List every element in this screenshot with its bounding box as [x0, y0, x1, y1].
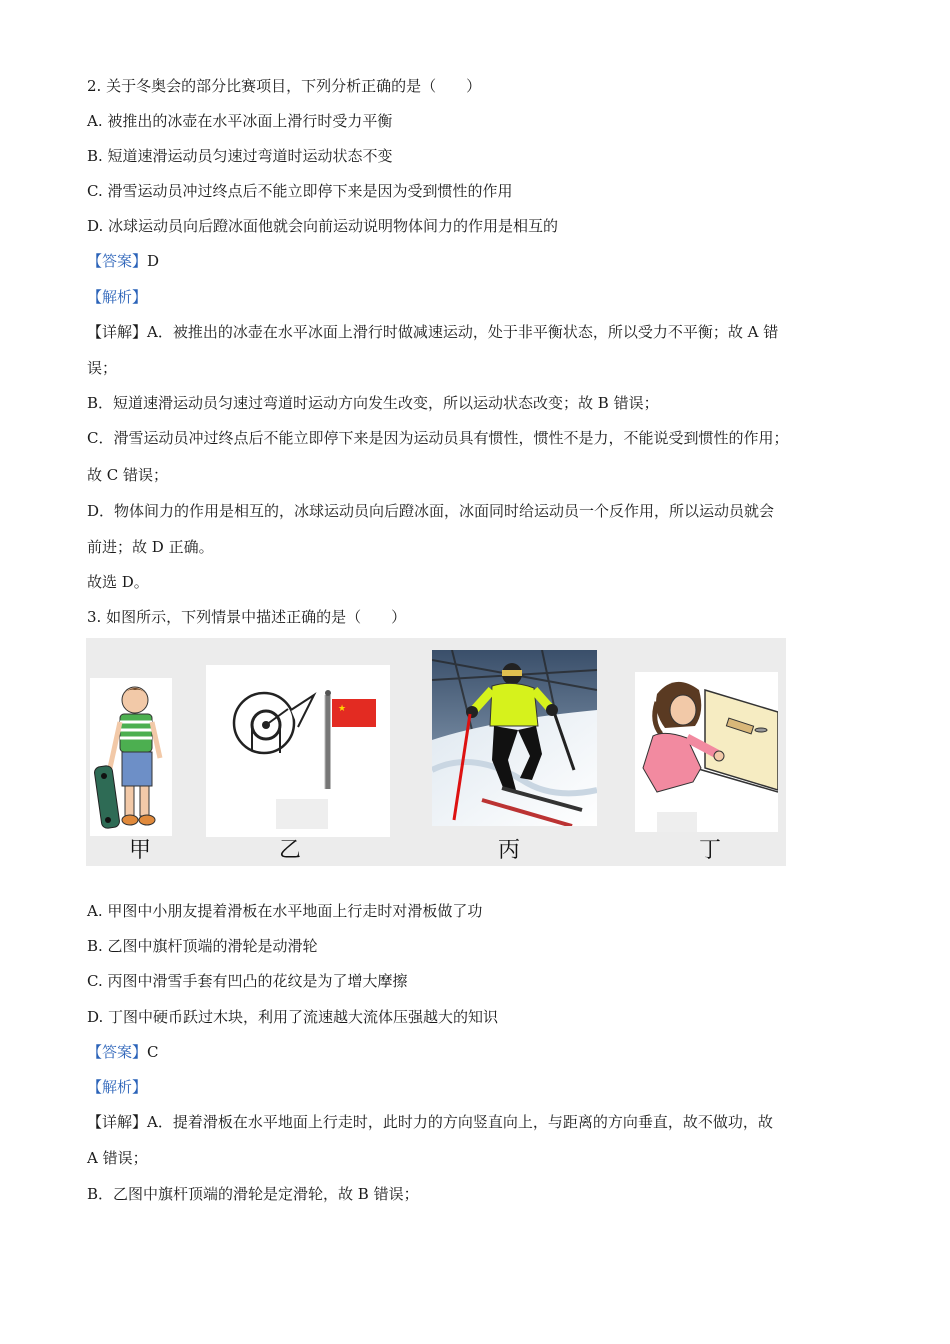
detail-text: A．提着滑板在水平地面上行走时，此时力的方向竖直向上，与距离的方向垂直，故不做功，故: [147, 1113, 773, 1131]
q2-option-b: B. 短道速滑运动员匀速过弯道时运动状态不变: [87, 147, 393, 165]
q2-conclusion: 故选 D。: [87, 573, 149, 591]
figure-ding-illustration: [635, 672, 778, 832]
detail-tag: 【详解】: [87, 1113, 148, 1131]
q2-detail-line: B．短道速滑运动员匀速过弯道时运动方向发生改变，所以运动状态改变；故 B 错误；: [87, 394, 659, 412]
figure-label-yi: 乙: [279, 838, 302, 863]
svg-text:★: ★: [338, 704, 347, 714]
figure-label-bing: 丙: [498, 838, 521, 863]
q2-detail-line: [87, 322, 778, 342]
figure-jia-illustration: [90, 678, 172, 836]
answer-value: C: [147, 1043, 159, 1061]
q2-option-c: C. 滑雪运动员冲过终点后不能立即停下来是因为受到惯性的作用: [87, 182, 513, 200]
q2-option-d: D. 冰球运动员向后蹬冰面他就会向前运动说明物体间力的作用是相互的: [87, 217, 559, 235]
figure-yi-illustration: [206, 665, 390, 837]
q2-option-a: A. 被推出的冰壶在水平冰面上滑行时受力平衡: [87, 112, 393, 130]
detail-tag: 【详解】: [87, 323, 148, 341]
answer-tag: 【答案】: [87, 1043, 148, 1061]
q2-detail-line: D．物体间力的作用是相互的，冰球运动员向后蹬冰面，冰面同时给运动员一个反作用，所以运动员就会: [87, 502, 775, 520]
q3-option-a: A. 甲图中小朋友提着滑板在水平地面上行走时对滑板做了功: [87, 902, 483, 920]
q2-detail-line: C．滑雪运动员冲过终点后不能立即停下来是因为运动员具有惯性，惯性不是力，不能说受到惯性的作用；: [87, 429, 789, 447]
answer-value: D: [147, 252, 160, 270]
q3-stem: 3. 如图所示，下列情景中描述正确的是（ ）: [87, 608, 407, 626]
q3-detail-line: [87, 1112, 773, 1132]
q3-detail-line: B．乙图中旗杆顶端的滑轮是定滑轮，故 B 错误；: [87, 1185, 419, 1203]
q3-option-d: D. 丁图中硬币跃过木块，利用了流速越大流体压强越大的知识: [87, 1008, 499, 1026]
figure-label-jia: 甲: [129, 838, 152, 863]
q2-answer: [87, 251, 159, 271]
q3-answer: [87, 1042, 159, 1062]
answer-tag: 【答案】: [87, 252, 148, 270]
q3-option-b: B. 乙图中旗杆顶端的滑轮是动滑轮: [87, 937, 318, 955]
figure-bing-photo: [432, 650, 597, 826]
q2-analysis-tag: 【解析】: [87, 288, 148, 306]
q3-option-c: C. 丙图中滑雪手套有凹凸的花纹是为了增大摩擦: [87, 972, 408, 990]
figure-label-ding: 丁: [699, 838, 722, 863]
q2-detail-line: 前进；故 D 正确。: [87, 538, 214, 556]
q2-detail-line: 故 C 错误；: [87, 466, 169, 484]
q2-stem: 2. 关于冬奥会的部分比赛项目，下列分析正确的是（ ）: [87, 77, 482, 95]
q3-analysis-tag: 【解析】: [87, 1078, 148, 1096]
detail-text: A．被推出的冰壶在水平冰面上滑行时做减速运动，处于非平衡状态，所以受力不平衡；故 A 错: [147, 323, 779, 341]
q2-detail-line: 误；: [87, 359, 118, 377]
q3-detail-line: A 错误；: [87, 1149, 148, 1167]
